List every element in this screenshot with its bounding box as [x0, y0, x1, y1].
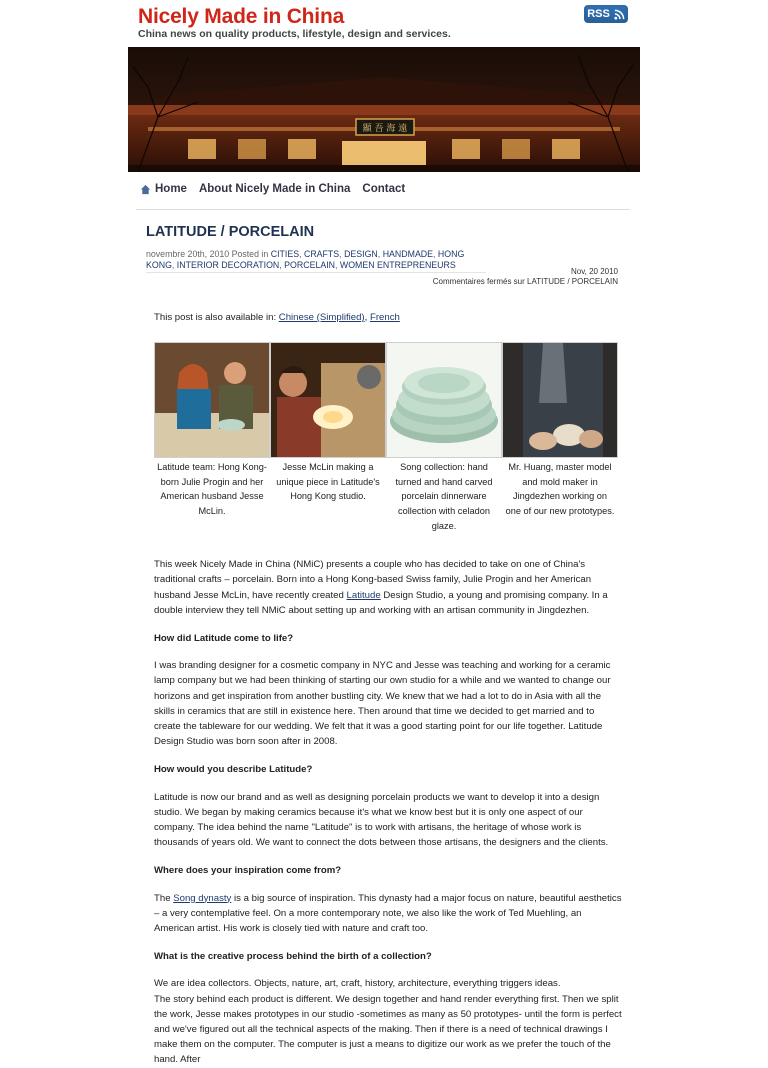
gallery-item [386, 342, 502, 533]
posted-prefix: novembre 20th, 2010 Posted in [146, 249, 271, 259]
post-title[interactable]: LATITUDE / PORCELAIN [146, 224, 315, 240]
post-date: Nov, 20 2010 [571, 267, 618, 276]
category-link[interactable]: HONG KONG [146, 249, 465, 270]
answer-paragraph: I was branding designer for a cosmetic company in NYC and Jesse was teaching and working for a ceramic lamp company but we had been thinking of starting our own studio for a while and we wanted to change our horizons and get inspiration from another bustling city. We knew that we had a lot to do in Asia with all the skills in ceramics that are still in existence here. Then around that time we decided to get married and to create the tableware for our wedding. We felt that it was a good starting point for our life together. Latitude Design Studio was born soon after in 2008. [154, 660, 611, 748]
nav-home[interactable] [140, 183, 187, 195]
language-link-french[interactable]: French [369, 312, 400, 323]
nav-contact[interactable]: Contact [362, 183, 406, 195]
question-heading: How did Latitude come to life? [154, 632, 294, 644]
rss-button[interactable] [584, 5, 628, 23]
category-link[interactable]: HANDMADE [382, 249, 434, 259]
site-tagline: China news on quality products, lifestyle, design and services. [138, 28, 451, 40]
intro-paragraph [154, 557, 622, 618]
gallery-item [502, 342, 618, 533]
answer-text-end: is a big source of inspiration. This dynasty had a major focus on nature, beautiful aesthetics – a very contemplative feel. On a more contemporary note, we also like the work of Ted Muehling, an American artist. His work is closely tied with nature and craft too. [154, 892, 622, 935]
post-content [154, 310, 622, 1068]
gallery-caption: Jesse McLin making a unique piece in Latitude's Hong Kong studio. [276, 462, 380, 502]
svg-text:顯 吾 海 遠: 顯 吾 海 遠 [362, 124, 408, 134]
answer-paragraph [154, 976, 622, 1067]
site-title[interactable]: Nicely Made in China [138, 5, 345, 28]
answer-paragraph: Latitude is now our brand and as well as designing porcelain products we want to develop it into a design studio. We began by making ceramics because it's what we know best but it is only one aspect of our company. The idea behind the name "Latitude" is to work with artisans, the heritage of whose work is thousands of years old. We want to connect the dots between those artisans, the designers and the clients. [154, 791, 609, 849]
answer-text: The [154, 892, 174, 904]
nav-home-label: Home [155, 183, 187, 195]
answer-paragraph [154, 891, 622, 937]
gallery-photo-mold-maker[interactable] [502, 342, 618, 458]
category-link[interactable]: WOMEN ENTREPRENEURS [339, 259, 456, 270]
gallery-item [270, 342, 386, 533]
home-icon [140, 184, 151, 195]
language-availability: This post is also available in: Chinese (Simplified), French [154, 312, 400, 323]
category-link[interactable]: PORCELAIN [284, 259, 336, 270]
comments-closed: Commentaires fermés sur LATITUDE / PORCELAIN [432, 276, 618, 286]
intro-text: This week Nicely Made in China (NMiC) presents a couple who has decided to take on one of China's traditional crafts – porcelain. Born into a Hong Kong-based Swiss family, Julie Progin and her American husband Jesse McLin, have recently created [154, 559, 592, 601]
category-link[interactable]: CITIES [270, 249, 300, 259]
header-banner-image [128, 47, 640, 172]
category-link[interactable]: INTERIOR DECORATION [176, 259, 280, 270]
availability-prefix: This post is also available in: [154, 312, 279, 323]
gallery-caption: Latitude team: Hong Kong-born Julie Progin and her American husband Jesse McLin. [157, 462, 267, 516]
photo-gallery [154, 342, 622, 533]
rss-label: RSS [587, 8, 610, 20]
question-heading: How would you describe Latitude? [154, 764, 313, 776]
nav-about[interactable]: About Nicely Made in China [198, 183, 351, 195]
latitude-link[interactable]: Latitude [346, 589, 381, 601]
language-link-chinese[interactable]: Chinese (Simplified) [278, 312, 365, 323]
main-nav [140, 183, 405, 195]
nav-divider [136, 209, 630, 210]
gallery-photo-plates[interactable] [386, 342, 502, 458]
gallery-caption: Mr. Huang, master model and mold maker in Jingdezhen working on one of our new prototypes. [505, 462, 615, 516]
post-meta: novembre 20th, 2010 Posted in CITIES, CRAFTS, DESIGN, HANDMADE, HONG KONG, INTERIOR DECORATION, PORCELAIN, WOMEN ENTREPRENEURS [146, 249, 465, 270]
category-link[interactable]: CRAFTS [303, 249, 340, 259]
question-heading: Where does your inspiration come from? [154, 865, 342, 877]
gallery-photo-studio[interactable] [270, 342, 386, 458]
question-heading: What is the creative process behind the birth of a collection? [154, 951, 432, 963]
intro-text-end: Design Studio, a young and promising company. In a double interview they tell NMiC about setting up and working with an artisan community in Jingdezhen. [154, 589, 608, 616]
gallery-item [154, 342, 270, 533]
gallery-photo-team[interactable] [154, 342, 270, 458]
gallery-caption: Song collection: hand turned and hand carved porcelain dinnerware collection with celadon glaze. [395, 462, 493, 531]
post-date-block [433, 267, 618, 286]
answer-line: We are idea collectors. Objects, nature, art, craft, history, architecture, everything triggers ideas. [154, 978, 561, 990]
answer-line: The story behind each product is different. We design together and hand render everything first. Then we split the work, Jesse makes prototypes in our studio -sometimes as many as 50 prototypes- until the form is perfect and we've figured out all the technical aspects of the making. Then if there is a need of technical drawings I make them on the computer. The computer is just a means to digitize our work as we prefer the touch of the hand. After [154, 993, 622, 1066]
song-dynasty-link[interactable]: Song dynasty [173, 892, 232, 904]
category-link[interactable]: DESIGN [344, 249, 378, 259]
rss-icon [614, 9, 625, 20]
